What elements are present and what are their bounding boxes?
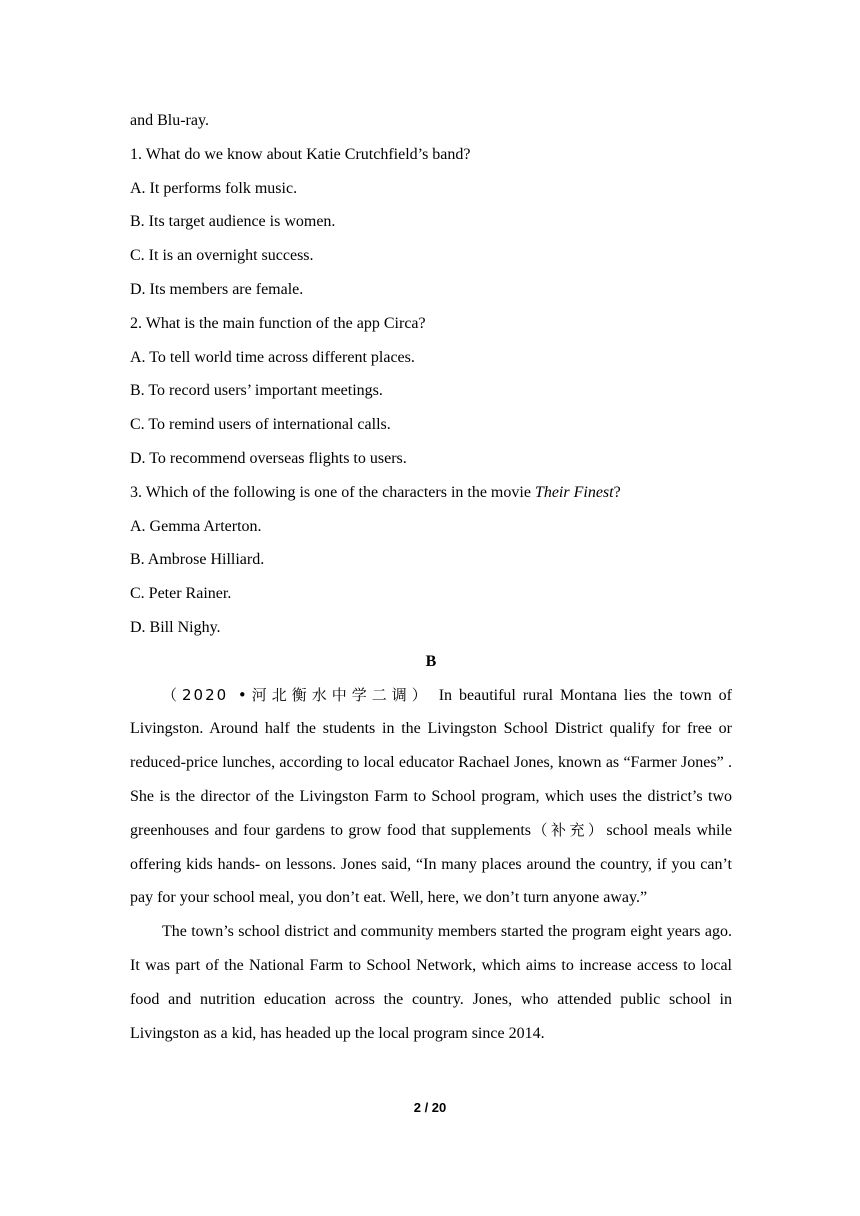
- question-mark: ?: [613, 483, 621, 501]
- passage-paragraph-2: The town’s school district and community members started the program eight years ago. It was part of the National Farm to School Network, which aims to increase access to local food and nutrition education across the country. Jones, who attended public school in Livingston as a kid, has headed up the local program since 2014.: [130, 923, 732, 1042]
- option-a: A. It performs folk music.: [130, 179, 298, 197]
- source-tag: （2020 •河北衡水中学二调）: [162, 685, 432, 704]
- option-b: B. Ambrose Hilliard.: [130, 551, 265, 569]
- page-content: [130, 104, 732, 1050]
- total-pages: 20: [431, 1100, 447, 1115]
- paragraph-text: In beautiful rural Montana lies the town of Livingston. Around half the students in the Livingston School District qualify for free or reduced-price lunches, according to local educator Rachael Jones, known as “Farmer Jones” . She is the director of the Livingston Farm to School program, which uses the district’s two greenhouses and four gardens to grow food that supplements: [130, 686, 732, 839]
- option-a: A. To tell world time across different places.: [130, 348, 415, 366]
- option-c: C. It is an overnight success.: [130, 247, 314, 265]
- question-1: 1. What do we know about Katie Crutchfield’s band?: [130, 145, 471, 163]
- paragraph-text-end: school meals while offering kids hands- on lessons. Jones said, “In many places around the country, if you can’t pay for your school meal, you don’t eat. Well, here, we don’t turn anyone away.”: [130, 821, 732, 907]
- option-d: D. Bill Nighy.: [130, 618, 221, 636]
- option-b: B. To record users’ important meetings.: [130, 382, 383, 400]
- question-3-text: 3. Which of the following is one of the characters in the movie: [130, 483, 535, 501]
- option-d: D. Its members are female.: [130, 280, 304, 298]
- page-number: [0, 1100, 860, 1115]
- section-heading: B: [425, 652, 437, 670]
- page-separator: /: [420, 1100, 432, 1115]
- question-3: [130, 476, 732, 510]
- question-2: 2. What is the main function of the app Circa?: [130, 314, 426, 332]
- option-a: A. Gemma Arterton.: [130, 517, 262, 535]
- passage-paragraph-1: [130, 679, 732, 916]
- current-page: 2: [413, 1100, 421, 1115]
- option-b: B. Its target audience is women.: [130, 213, 336, 231]
- movie-title: Their Finest: [534, 483, 614, 501]
- option-d: D. To recommend overseas flights to users.: [130, 449, 407, 467]
- text-line: and Blu-ray.: [130, 112, 209, 129]
- gloss: （补充）: [531, 820, 607, 839]
- option-c: C. To remind users of international calls.: [130, 416, 391, 434]
- option-c: C. Peter Rainer.: [130, 585, 232, 603]
